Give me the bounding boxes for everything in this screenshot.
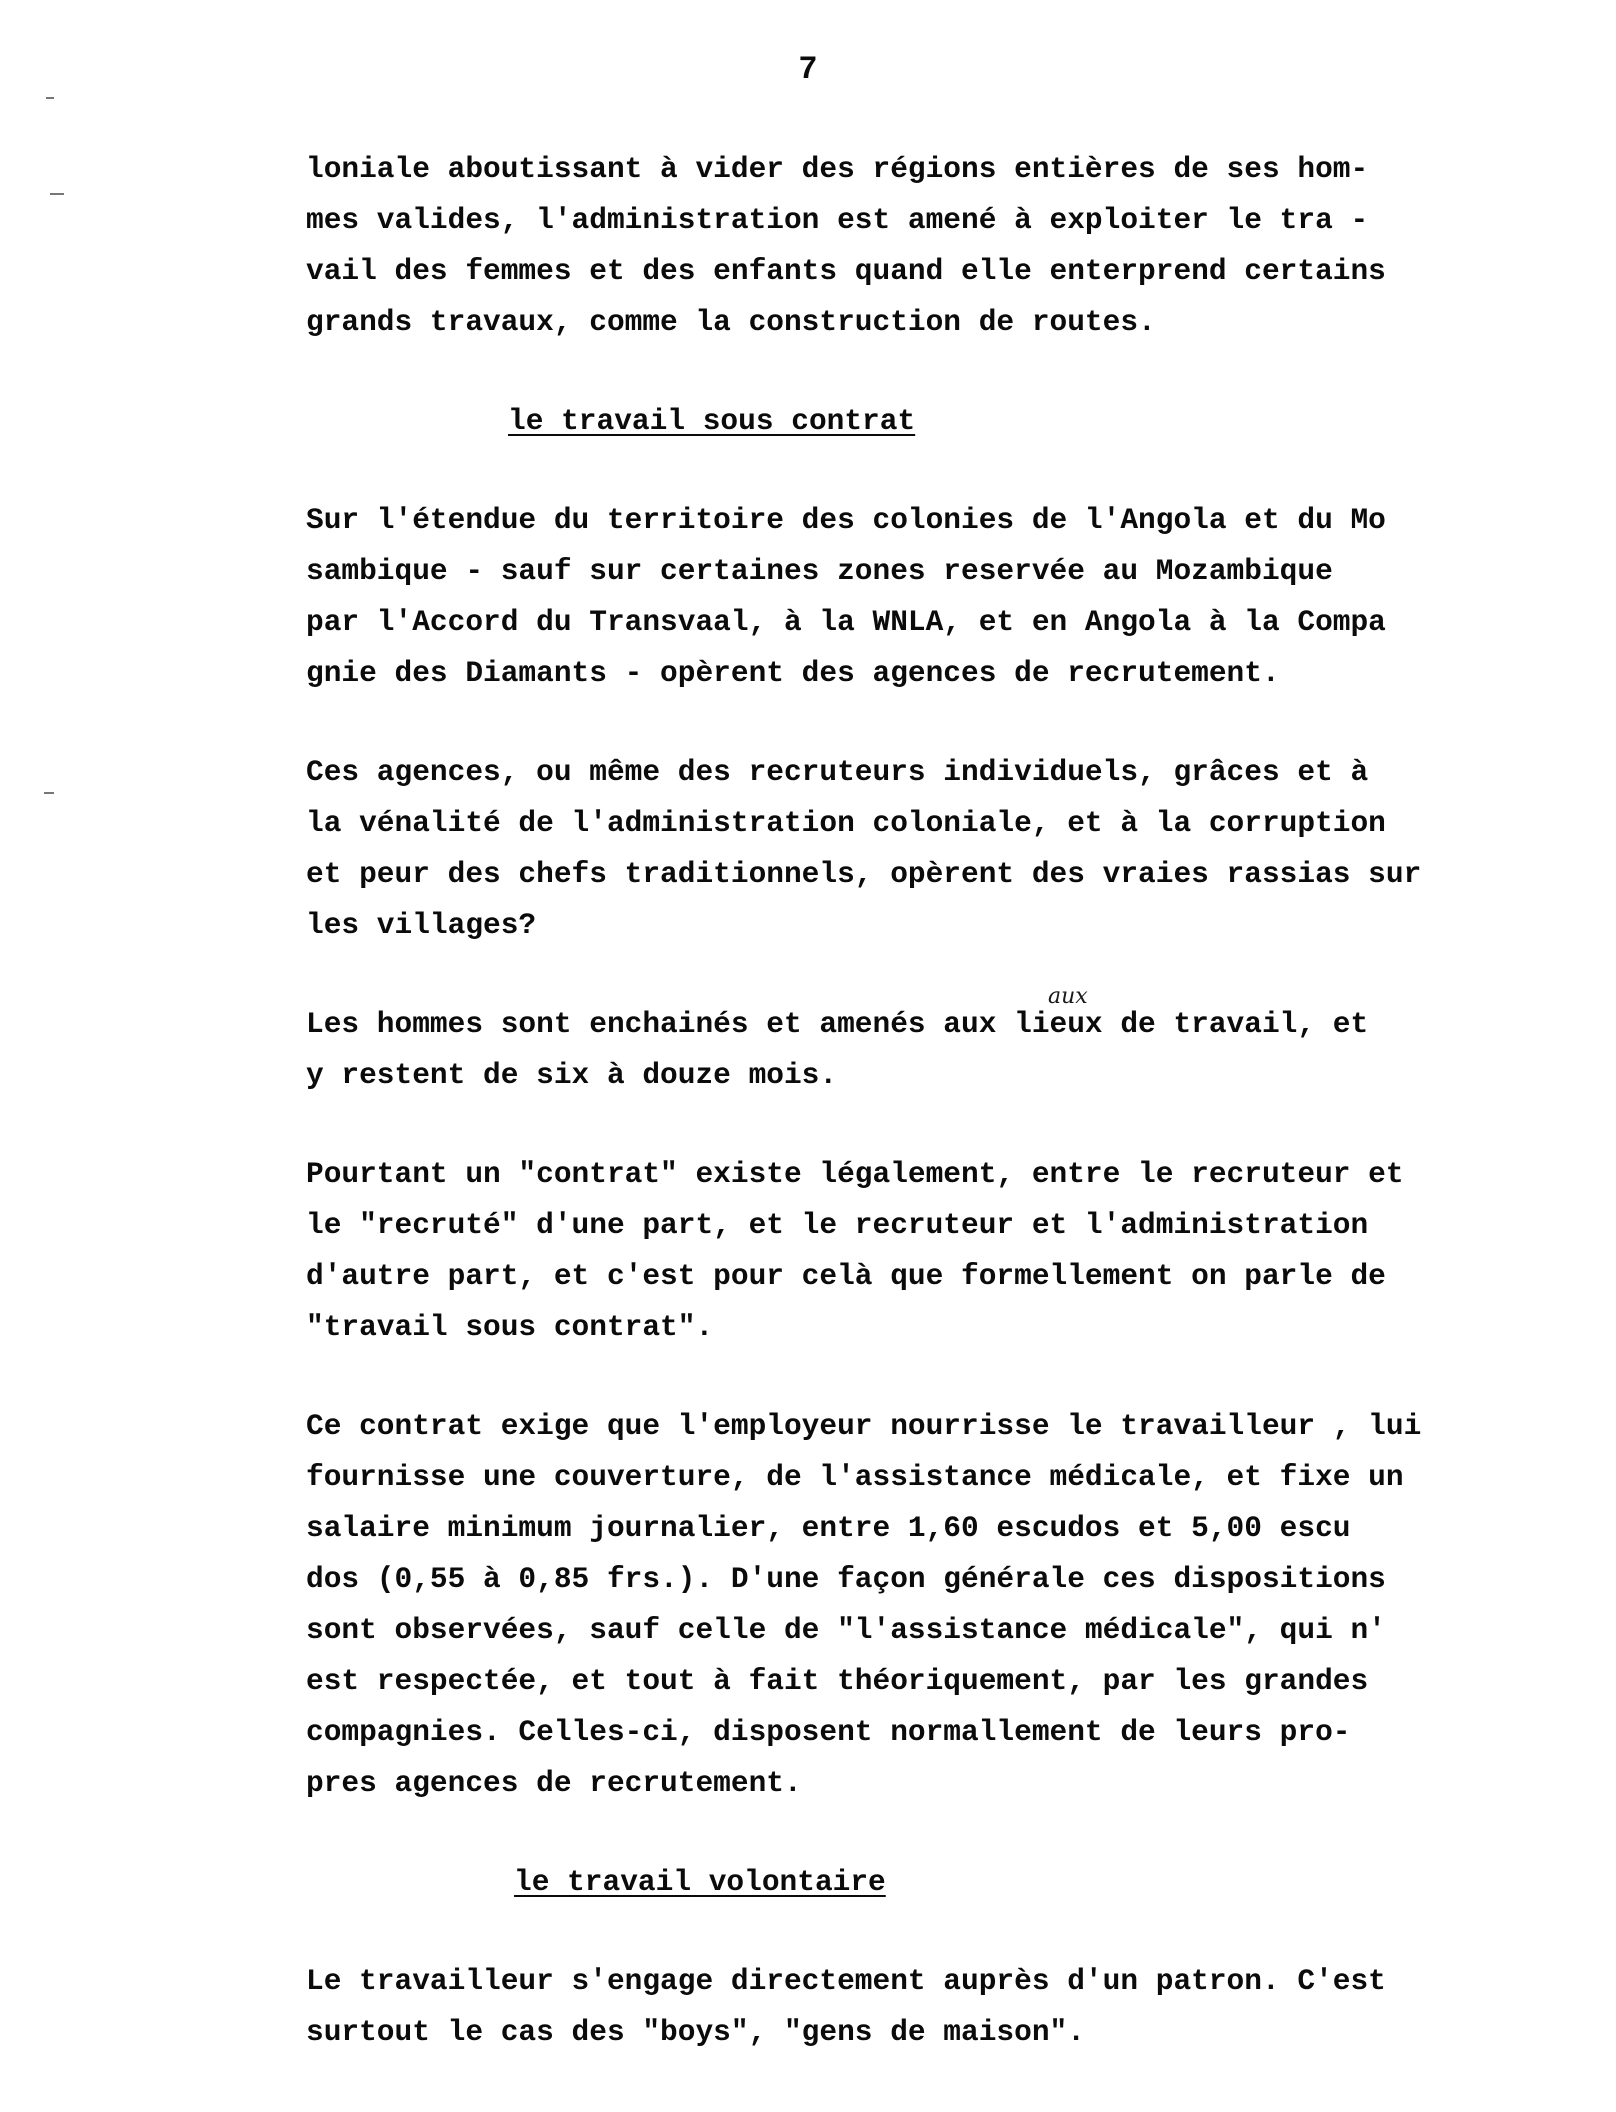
- page-number: 7: [798, 51, 818, 88]
- text-line: gnie des Diamants - opèrent des agences de recrutement.: [306, 656, 1280, 690]
- text-line: Sur l'étendue du territoire des colonies de l'Angola et du Mo: [306, 503, 1386, 537]
- paragraph: [306, 144, 1596, 348]
- text-line: vail des femmes et des enfants quand elle enterprend certains: [306, 254, 1386, 288]
- text-line: Le travailleur s'engage directement auprès d'un patron. C'est: [306, 1964, 1386, 1998]
- text-line: le "recruté" d'une part, et le recruteur et l'administration: [306, 1208, 1369, 1242]
- text-line: Ce contrat exige que l'employeur nourrisse le travailleur , lui: [306, 1409, 1422, 1443]
- paragraph: [306, 1401, 1596, 1809]
- section-heading: le travail volontaire: [514, 1865, 886, 1899]
- text-line: la vénalité de l'administration coloniale, et à la corruption: [306, 806, 1386, 840]
- text-line: les villages?: [306, 908, 537, 942]
- text-line: dos (0,55 à 0,85 frs.). D'une façon générale ces dispositions: [306, 1562, 1386, 1596]
- text-line: fournisse une couverture, de l'assistance médicale, et fixe un: [306, 1460, 1404, 1494]
- section-heading: le travail sous contrat: [508, 404, 916, 438]
- text-line: est respectée, et tout à fait théoriquement, par les grandes: [306, 1664, 1369, 1698]
- margin-mark: [46, 97, 54, 99]
- paragraph: [306, 999, 1596, 1101]
- text-line: et peur des chefs traditionnels, opèrent des vraies rassias sur: [306, 857, 1422, 891]
- paragraph: [306, 1149, 1596, 1353]
- text-line: y restent de six à douze mois.: [306, 1058, 838, 1092]
- text-line: "travail sous contrat".: [306, 1310, 714, 1344]
- text-line: surtout le cas des "boys", "gens de maison".: [306, 2015, 1085, 2049]
- paragraph: [306, 747, 1596, 951]
- text-line: loniale aboutissant à vider des régions entières de ses hom-: [306, 152, 1369, 186]
- paragraph: [306, 495, 1596, 699]
- document-body: [306, 144, 1596, 2106]
- paragraph: [306, 1956, 1596, 2058]
- margin-mark: [44, 792, 54, 794]
- text-line: d'autre part, et c'est pour celà que formellement on parle de: [306, 1259, 1386, 1293]
- handwritten-annotation: aux: [1048, 984, 1088, 1009]
- text-line: Pourtant un "contrat" existe légalement, entre le recruteur et: [306, 1157, 1404, 1191]
- text-line: Les hommes sont enchainés et amenés aux lieux de travail, et: [306, 1007, 1369, 1041]
- text-line: salaire minimum journalier, entre 1,60 escudos et 5,00 escu: [306, 1511, 1351, 1545]
- text-line: grands travaux, comme la construction de routes.: [306, 305, 1156, 339]
- text-line: sambique - sauf sur certaines zones reservée au Mozambique: [306, 554, 1333, 588]
- text-line: par l'Accord du Transvaal, à la WNLA, et en Angola à la Compa: [306, 605, 1386, 639]
- text-line: sont observées, sauf celle de "l'assistance médicale", qui n': [306, 1613, 1386, 1647]
- text-line: Ces agences, ou même des recruteurs individuels, grâces et à: [306, 755, 1369, 789]
- text-line: pres agences de recrutement.: [306, 1766, 802, 1800]
- text-line: compagnies. Celles-ci, disposent normallement de leurs pro-: [306, 1715, 1351, 1749]
- margin-mark: [50, 193, 64, 195]
- text-line: mes valides, l'administration est amené à exploiter le tra -: [306, 203, 1369, 237]
